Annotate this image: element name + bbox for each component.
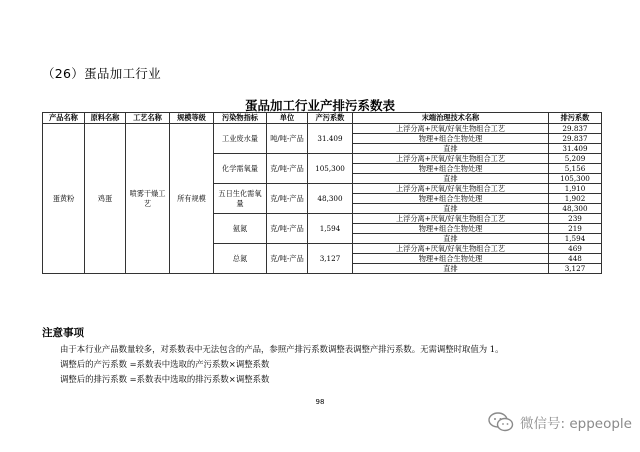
header-process: 工艺名称 [126, 113, 170, 124]
unit-cell: 克/吨-产品 [267, 244, 308, 274]
tech-cell: 直排 [353, 174, 549, 184]
header-pollutant: 污染物指标 [214, 113, 267, 124]
produce-coefficient-cell: 48,300 [308, 184, 353, 214]
process-cell: 喷雾干燥工艺 [126, 124, 170, 274]
pollutant-cell: 工业废水量 [214, 124, 267, 154]
note-line-1: 由于本行业产品数量较多，对系数表中无法包含的产品，参照产排污系数调整表调整产排污系数。无需调整时取值为 1。 [60, 344, 504, 354]
table-title: 蛋品加工行业产排污系数表 [244, 98, 395, 113]
pollutant-cell: 总氮 [214, 244, 267, 274]
header-tech: 末端治理技术名称 [353, 113, 549, 124]
emit-coefficient-cell: 29.837 [549, 124, 602, 134]
header-emit: 排污系数 [549, 113, 602, 124]
tech-cell: 物理+组合生物处理 [353, 134, 549, 144]
section-title: （26）蛋品加工行业 [42, 66, 161, 81]
notes-title: 注意事项 [42, 327, 84, 339]
emit-coefficient-cell: 219 [549, 224, 602, 234]
emit-coefficient-cell: 29.837 [549, 134, 602, 144]
table-row [43, 124, 602, 134]
produce-coefficient-cell: 31.409 [308, 124, 353, 154]
tech-cell: 上浮分离+厌氧/好氧生物组合工艺 [353, 124, 549, 134]
tech-cell: 直排 [353, 234, 549, 244]
unit-cell: 克/吨-产品 [267, 154, 308, 184]
emit-coefficient-cell: 31.409 [549, 144, 602, 154]
pollutant-cell: 化学需氧量 [214, 154, 267, 184]
emit-coefficient-cell: 1,910 [549, 184, 602, 194]
emit-coefficient-cell: 5,156 [549, 164, 602, 174]
header-material: 原料名称 [85, 113, 126, 124]
emit-coefficient-cell: 1,594 [549, 234, 602, 244]
wechat-watermark [488, 412, 632, 432]
page-number: 98 [315, 398, 325, 406]
header-product: 产品名称 [43, 113, 85, 124]
emit-coefficient-cell: 5,209 [549, 154, 602, 164]
unit-cell: 吨/吨-产品 [267, 124, 308, 154]
tech-cell: 上浮分离+厌氧/好氧生物组合工艺 [353, 244, 549, 254]
produce-coefficient-cell: 1,594 [308, 214, 353, 244]
tech-cell: 直排 [353, 264, 549, 274]
product-cell: 蛋黄粉 [43, 124, 85, 274]
emit-coefficient-cell: 48,300 [549, 204, 602, 214]
unit-cell: 克/吨-产品 [267, 184, 308, 214]
table-header-row [43, 113, 602, 124]
emission-coefficient-table [42, 112, 602, 274]
emit-coefficient-cell: 469 [549, 244, 602, 254]
tech-cell: 上浮分离+厌氧/好氧生物组合工艺 [353, 214, 549, 224]
tech-cell: 直排 [353, 204, 549, 214]
scale-cell: 所有规模 [170, 124, 214, 274]
emit-coefficient-cell: 1,902 [549, 194, 602, 204]
produce-coefficient-cell: 105,300 [308, 154, 353, 184]
header-scale: 规模等级 [170, 113, 214, 124]
pollutant-cell: 氨氮 [214, 214, 267, 244]
emit-coefficient-cell: 448 [549, 254, 602, 264]
tech-cell: 直排 [353, 144, 549, 154]
tech-cell: 上浮分离+厌氧/好氧生物组合工艺 [353, 184, 549, 194]
tech-cell: 物理+组合生物处理 [353, 194, 549, 204]
note-line-3: 调整后的排污系数 =系数表中选取的排污系数×调整系数 [60, 374, 270, 384]
emit-coefficient-cell: 105,300 [549, 174, 602, 184]
tech-cell: 物理+组合生物处理 [353, 254, 549, 264]
tech-cell: 物理+组合生物处理 [353, 224, 549, 234]
tech-cell: 上浮分离+厌氧/好氧生物组合工艺 [353, 154, 549, 164]
emit-coefficient-cell: 3,127 [549, 264, 602, 274]
watermark-text: 微信号: eppeople [520, 416, 632, 432]
emit-coefficient-cell: 239 [549, 214, 602, 224]
material-cell: 鸡蛋 [85, 124, 126, 274]
header-unit: 单位 [267, 113, 308, 124]
unit-cell: 克/吨-产品 [267, 214, 308, 244]
pollutant-cell: 五日生化需氧量 [214, 184, 267, 214]
note-line-2: 调整后的产污系数 =系数表中选取的产污系数×调整系数 [60, 359, 270, 369]
tech-cell: 物理+组合生物处理 [353, 164, 549, 174]
header-produce: 产污系数 [308, 113, 353, 124]
produce-coefficient-cell: 3,127 [308, 244, 353, 274]
wechat-icon [488, 412, 514, 432]
